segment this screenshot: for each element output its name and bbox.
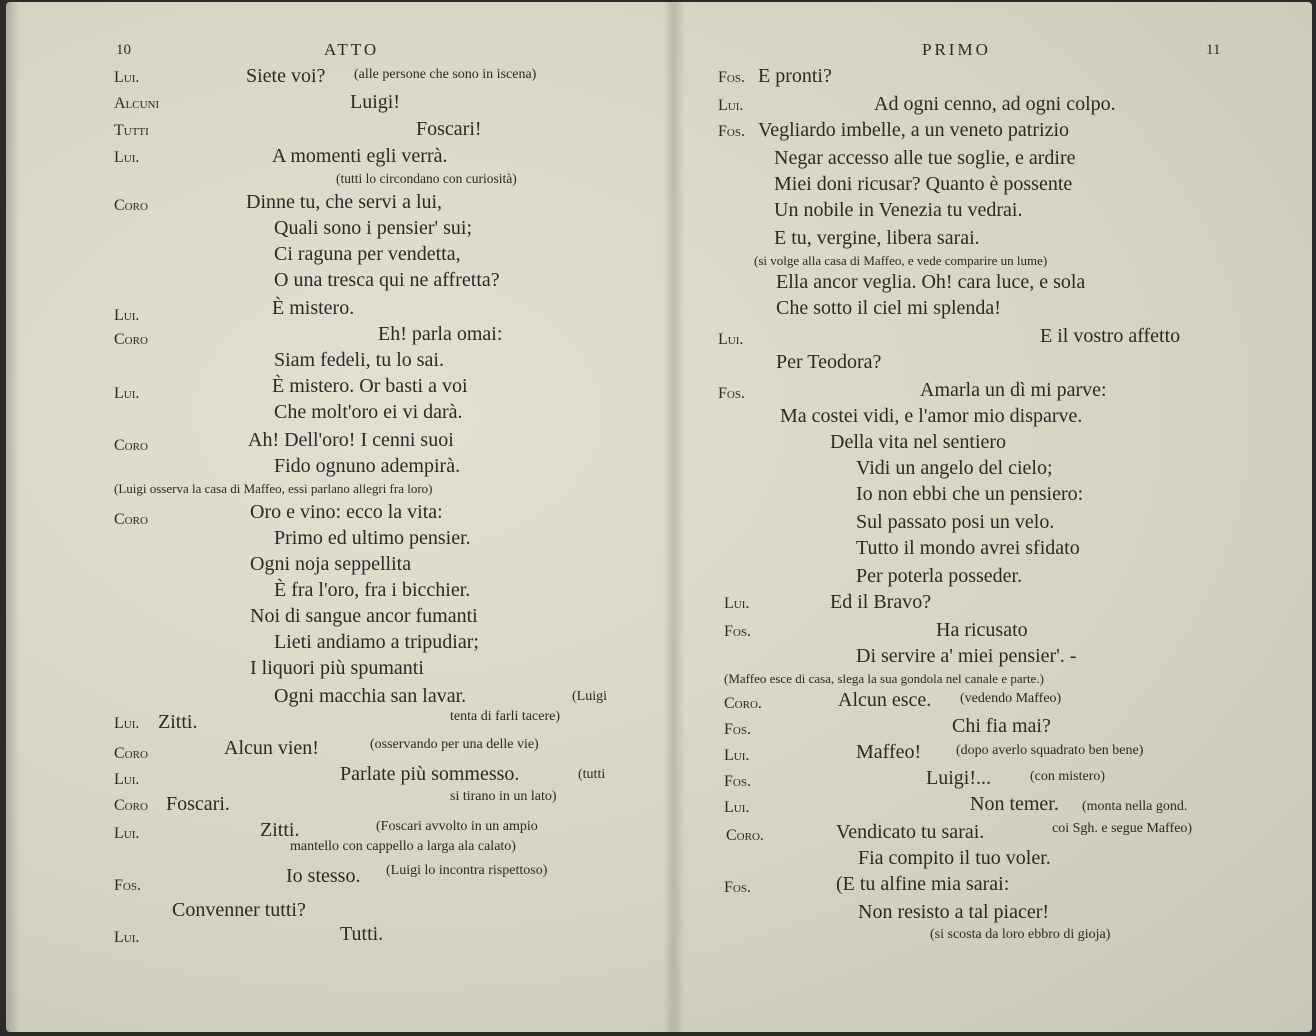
speaker: Lui. [114, 715, 140, 732]
verse-line: Fia compito il tuo voler. [858, 847, 1051, 869]
running-head: ATTO [324, 40, 380, 59]
running-head: PRIMO [922, 40, 991, 59]
verse-line: È mistero. [272, 297, 355, 319]
verse-line: Maffeo! [856, 741, 922, 763]
speaker: Coro. [726, 827, 764, 844]
speaker: Lui. [114, 149, 140, 166]
stage-direction: coi Sgh. e segue Maffeo) [1052, 821, 1193, 836]
verse-line: Ella ancor veglia. Oh! cara luce, e sola [776, 271, 1086, 293]
speaker: Coro. [724, 695, 762, 712]
stage-direction: (Foscari avvolto in un ampio [376, 819, 538, 834]
verse-line: Negar accesso alle tue soglie, e ardire [774, 147, 1076, 169]
stage-direction: (Luigi [572, 689, 607, 704]
verse-line: Amarla un dì mi parve: [920, 379, 1107, 401]
verse-line: Ogni noja seppellita [250, 553, 412, 575]
right-page [666, 2, 1312, 1032]
verse-line: Della vita nel sentiero [830, 431, 1007, 453]
speaker: Fos. [724, 721, 751, 738]
speaker: Coro [114, 797, 148, 814]
speaker: Coro [114, 197, 148, 214]
verse-line: Foscari. [166, 793, 230, 815]
verse-line: Ad ogni cenno, ad ogni colpo. [874, 93, 1116, 115]
speaker: Fos. [724, 773, 751, 790]
verse-line: Un nobile in Venezia tu vedrai. [774, 199, 1023, 221]
verse-line: Foscari! [416, 118, 482, 140]
verse-line: E il vostro affetto [1040, 325, 1181, 347]
speaker: Lui. [114, 929, 140, 946]
speaker: Coro [114, 745, 148, 762]
stage-direction: (vedendo Maffeo) [960, 691, 1062, 706]
verse-line: Eh! parla omai: [378, 323, 503, 345]
speaker: Lui. [114, 307, 140, 324]
speaker: Lui. [718, 331, 744, 348]
speaker: Lui. [724, 595, 750, 612]
verse-line: Tutti. [340, 923, 384, 945]
verse-line: Zitti. [158, 711, 198, 733]
verse-line: È fra l'oro, fra i bicchier. [274, 579, 471, 601]
page-number: 11 [1206, 42, 1221, 58]
verse-line: Alcun esce. [838, 689, 932, 711]
speaker: Lui. [114, 825, 140, 842]
verse-line: Vidi un angelo del cielo; [856, 457, 1053, 479]
verse-line: Ah! Dell'oro! I cenni suoi [248, 429, 454, 451]
book-spread [6, 2, 1312, 1032]
speaker: Fos. [718, 69, 745, 86]
stage-direction: (monta nella gond. [1082, 799, 1188, 814]
verse-line: Tutto il mondo avrei sfidato [856, 537, 1080, 559]
verse-line: Primo ed ultimo pensier. [274, 527, 471, 549]
verse-line: Per poterla posseder. [856, 565, 1023, 587]
stage-direction: (tutti lo circondano con curiosità) [336, 171, 517, 186]
left-page [6, 2, 666, 1032]
stage-direction: (Luigi osserva la casa di Maffeo, essi parlano allegri fra loro) [114, 481, 433, 496]
verse-line: E pronti? [758, 65, 832, 87]
speaker: Tutti [114, 122, 149, 139]
verse-line: Convenner tutti? [172, 899, 306, 921]
stage-direction: mantello con cappello a larga ala calato) [290, 839, 516, 854]
speaker: Lui. [114, 385, 140, 402]
verse-line: Siam fedeli, tu lo sai. [274, 349, 444, 371]
verse-line: Di servire a' miei pensier'. - [856, 645, 1077, 667]
verse-line: Chi fia mai? [952, 715, 1051, 737]
stage-direction: (si scosta da loro ebbro di gioja) [930, 927, 1111, 942]
verse-line: Parlate più sommesso. [340, 763, 520, 785]
speaker: Alcuni [114, 95, 160, 112]
verse-line: È mistero. Or basti a voi [272, 375, 468, 397]
verse-line: E tu, vergine, libera sarai. [774, 227, 980, 249]
stage-direction: (si volge alla casa di Maffeo, e vede comparire un lume) [754, 253, 1048, 268]
verse-line: Ma costei vidi, e l'amor mio disparve. [780, 405, 1083, 427]
verse-line: Io stesso. [286, 865, 361, 887]
speaker: Coro [114, 511, 148, 528]
verse-line: Quali sono i pensier' sui; [274, 217, 473, 239]
speaker: Lui. [718, 97, 744, 114]
verse-line: Non temer. [970, 793, 1059, 815]
verse-line: Che molt'oro ei vi darà. [274, 401, 463, 423]
verse-line: Vegliardo imbelle, a un veneto patrizio [758, 119, 1070, 141]
verse-line: Ed il Bravo? [830, 591, 932, 613]
speaker: Fos. [718, 123, 745, 140]
verse-line: Ogni macchia san lavar. [274, 685, 467, 707]
stage-direction: (dopo averlo squadrato ben bene) [956, 743, 1144, 758]
verse-line: Dinne tu, che servi a lui, [246, 191, 443, 213]
speaker: Coro [114, 331, 148, 348]
speaker: Lui. [114, 771, 140, 788]
verse-line: Ci raguna per vendetta, [274, 243, 461, 265]
verse-line: Siete voi? [246, 65, 326, 87]
speaker: Lui. [724, 799, 750, 816]
speaker: Fos. [724, 879, 751, 896]
stage-direction: tenta di farli tacere) [450, 709, 560, 724]
verse-line: Vendicato tu sarai. [836, 821, 985, 843]
speaker: Fos. [724, 623, 751, 640]
stage-direction: si tirano in un lato) [450, 789, 557, 804]
speaker: Fos. [718, 385, 745, 402]
verse-line: Che sotto il ciel mi splenda! [776, 297, 1001, 319]
verse-line: Miei doni ricusar? Quanto è possente [774, 173, 1073, 195]
speaker: Lui. [724, 747, 750, 764]
speaker: Fos. [114, 877, 141, 894]
stage-direction: (alle persone che sono in iscena) [354, 67, 537, 82]
verse-line: (E tu alfine mia sarai: [836, 873, 1010, 895]
verse-line: Fido ognuno adempirà. [274, 455, 461, 477]
verse-line: Zitti. [260, 819, 300, 841]
verse-line: Lieti andiamo a tripudiar; [274, 631, 479, 653]
stage-direction: (con mistero) [1030, 769, 1106, 784]
stage-direction: (tutti [578, 767, 606, 782]
verse-line: Noi di sangue ancor fumanti [250, 605, 478, 627]
speaker: Coro [114, 437, 148, 454]
verse-line: Sul passato posi un velo. [856, 511, 1055, 533]
verse-line: Luigi! [350, 91, 400, 113]
stage-direction: (Luigi lo incontra rispettoso) [386, 863, 548, 878]
verse-line: Io non ebbi che un pensiero: [856, 483, 1084, 505]
verse-line: Oro e vino: ecco la vita: [250, 501, 443, 523]
verse-line: Ha ricusato [936, 619, 1028, 641]
verse-line: I liquori più spumanti [250, 657, 424, 679]
verse-line: O una tresca qui ne affretta? [274, 269, 500, 291]
verse-line: Alcun vien! [224, 737, 319, 759]
stage-direction: (osservando per una delle vie) [370, 737, 539, 752]
stage-direction: (Maffeo esce di casa, slega la sua gondola nel canale e parte.) [724, 671, 1044, 686]
verse-line: Luigi!... [926, 767, 991, 789]
speaker: Lui. [114, 69, 140, 86]
verse-line: Non resisto a tal piacer! [858, 901, 1050, 923]
verse-line: Per Teodora? [776, 351, 882, 373]
verse-line: A momenti egli verrà. [272, 145, 448, 167]
page-number: 10 [116, 42, 131, 58]
